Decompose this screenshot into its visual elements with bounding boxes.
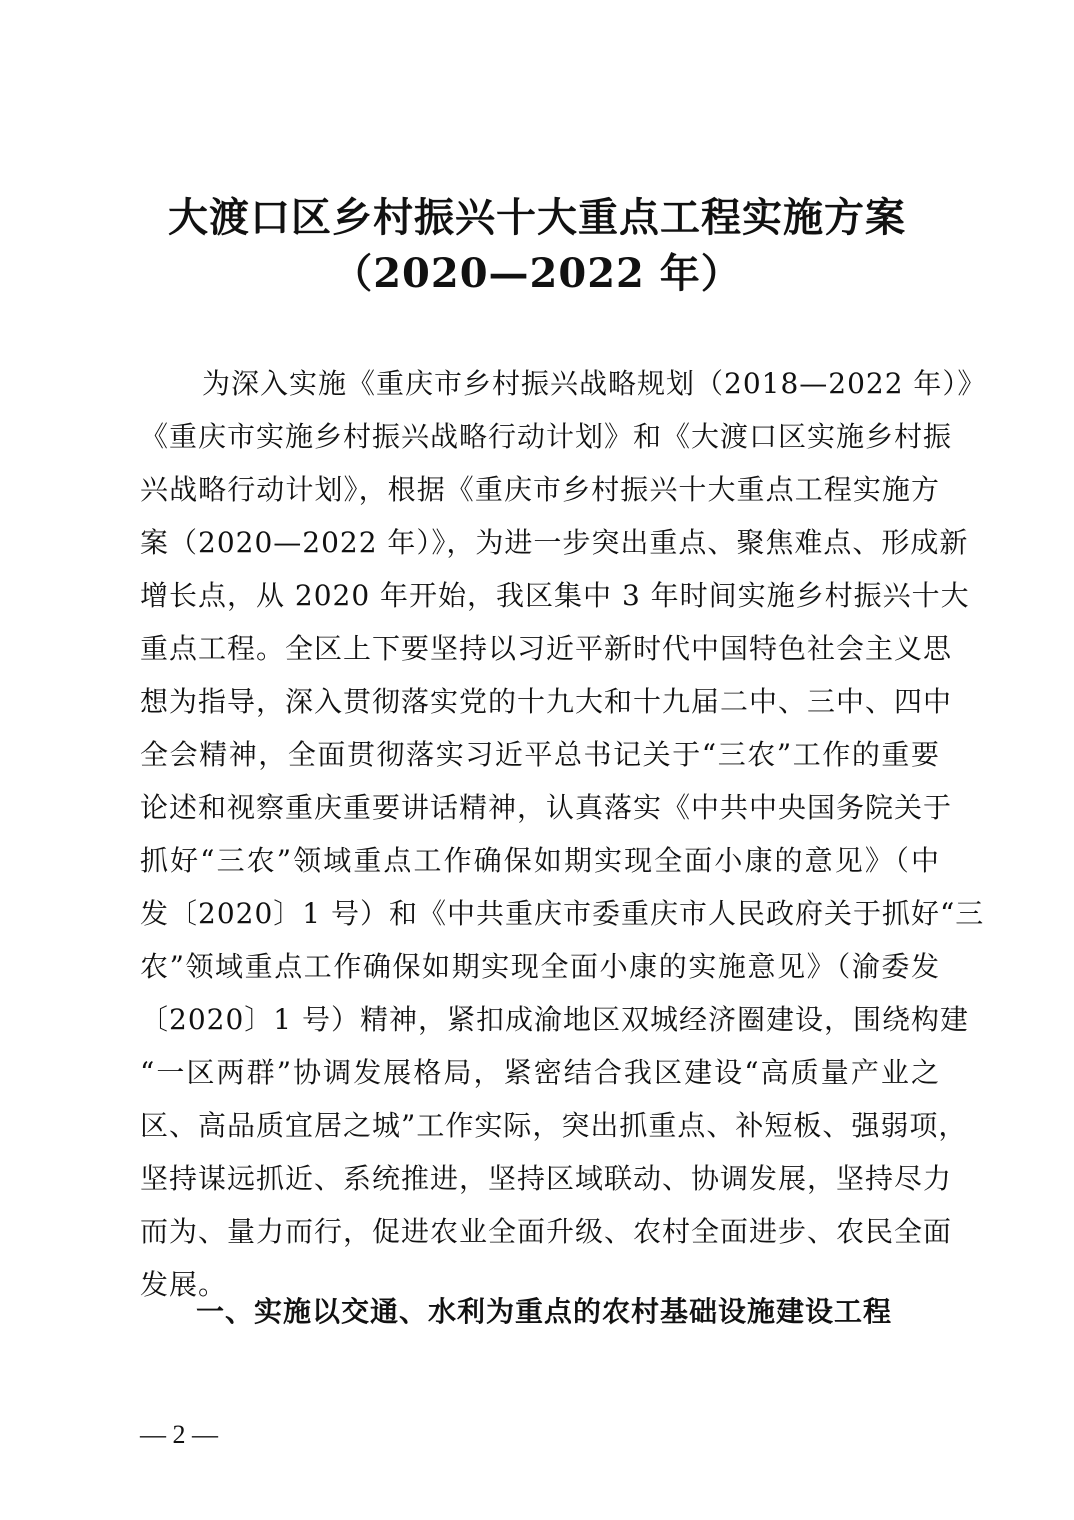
body-paragraph: [140, 357, 987, 1311]
paragraph-line: 全会精神，全面贯彻落实习近平总书记关于“三农”工作的重要: [140, 738, 940, 771]
paragraph-line: 〔2020〕1 号）精神，紧扣成渝地区双城经济圈建设，围绕构建: [140, 1003, 969, 1036]
paragraph-line: 重点工程。全区上下要坚持以习近平新时代中国特色社会主义思: [140, 632, 953, 665]
paragraph-line: 而为、量力而行，促进农业全面升级、农村全面进步、农民全面: [140, 1215, 953, 1248]
paragraph-line: 发〔2020〕1 号）和《中共重庆市委重庆市人民政府关于抓好“三: [140, 897, 985, 930]
paragraph-line: 论述和视察重庆重要讲话精神，认真落实《中共中央国务院关于: [140, 791, 953, 824]
paragraph-line: 坚持谋远抓近、系统推进，坚持区域联动、协调发展，坚持尽力: [140, 1162, 953, 1195]
document-title: [0, 190, 1074, 302]
paragraph-line: 想为指导，深入贯彻落实党的十九大和十九届二中、三中、四中: [140, 685, 953, 718]
paragraph-line: 发展。: [140, 1268, 228, 1301]
paragraph-line: 增长点，从 2020 年开始，我区集中 3 年时间实施乡村振兴十大: [140, 579, 970, 612]
paragraph-line: “一区两群”协调发展格局，紧密结合我区建设“高质量产业之: [140, 1056, 940, 1089]
paragraph-line: 抓好“三农”领域重点工作确保如期实现全面小康的意见》（中: [140, 844, 940, 877]
paragraph-line: 为深入实施《重庆市乡村振兴战略规划（2018—2022 年）》: [202, 367, 987, 400]
section-heading: 一、实施以交通、水利为重点的农村基础设施建设工程: [196, 1295, 893, 1328]
title-line-main: 大渡口区乡村振兴十大重点工程实施方案: [168, 194, 906, 241]
paragraph-line: 区、高品质宜居之城”工作实际，突出抓重点、补短板、强弱项，: [140, 1109, 968, 1142]
title-line-years: （2020—2022 年）: [332, 250, 742, 297]
paragraph-line: 《重庆市实施乡村振兴战略行动计划》和《大渡口区实施乡村振: [140, 420, 953, 453]
paragraph-line: 兴战略行动计划》，根据《重庆市乡村振兴十大重点工程实施方: [140, 473, 940, 506]
page-number: — 2 —: [140, 1420, 218, 1449]
paragraph-line: 案（2020—2022 年）》，为进一步突出重点、聚焦难点、形成新: [140, 526, 969, 559]
paragraph-line: 农”领域重点工作确保如期实现全面小康的实施意见》（渝委发: [140, 950, 940, 983]
